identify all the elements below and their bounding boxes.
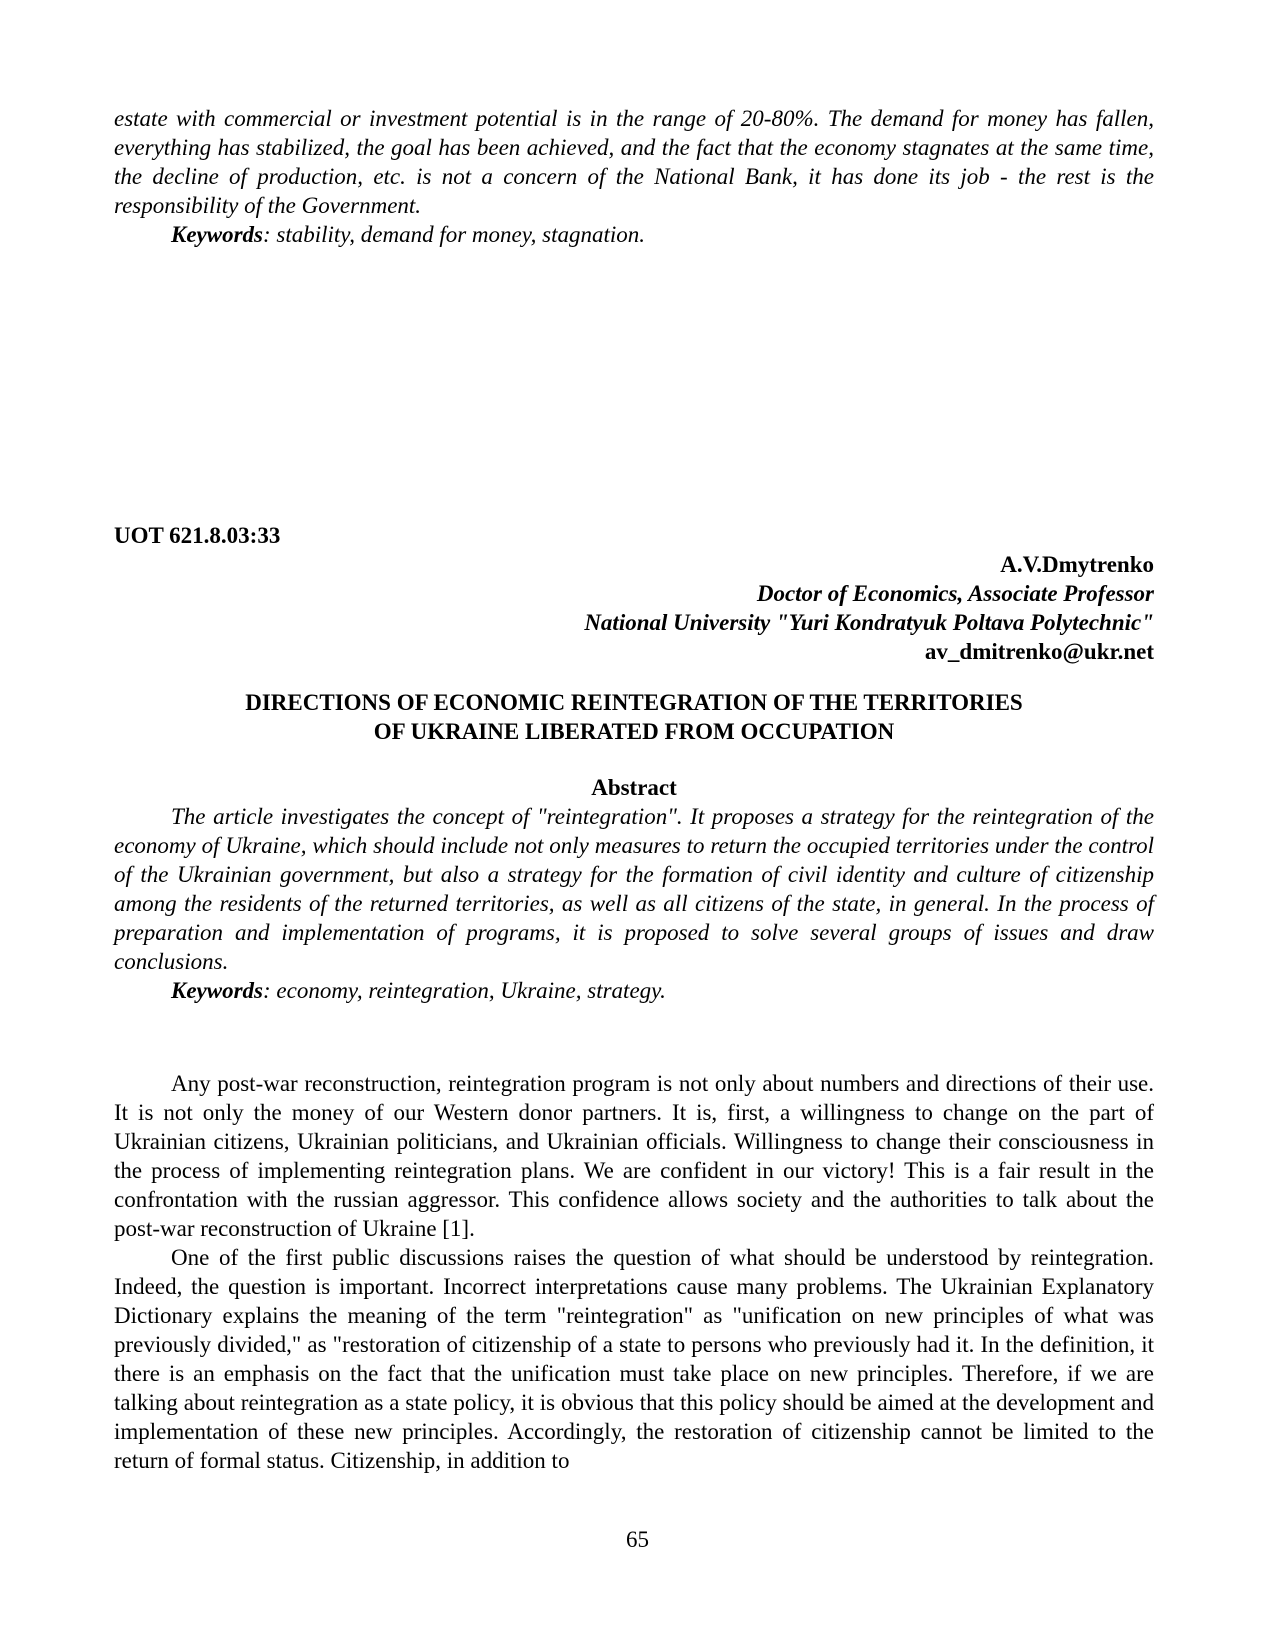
author-affiliation: National University "Yuri Kondratyuk Poltava Polytechnic"	[584, 610, 1154, 635]
section-gap	[114, 249, 1154, 521]
page-content	[114, 104, 1154, 1475]
body-gap	[114, 1005, 1154, 1069]
keywords-text: : economy, reintegration, Ukraine, strategy.	[263, 978, 666, 1003]
author-email: av_dmitrenko@ukr.net	[924, 639, 1154, 664]
author-block	[114, 550, 1154, 666]
udc-code: UOT 621.8.03:33	[114, 523, 281, 548]
article-keywords-line	[114, 976, 1154, 1005]
author-name: A.V.Dmytrenko	[1000, 552, 1154, 577]
abstract-paragraph: The article investigates the concept of "reintegration". It proposes a strategy for the reintegration of the economy of Ukraine, which should include not only measures to return the occupied territories under the control of the Ukrainian government, but also a strategy for the formation of civil identity and culture of citizenship among the residents of the returned territories, as well as all citizens of the state, in general. In the process of preparation and implementation of programs, it is proposed to solve several groups of issues and draw conclusions.	[114, 804, 1154, 974]
page-number: 65	[626, 1527, 649, 1552]
previous-article-tail-paragraph: estate with commercial or investment potential is in the range of 20-80%. The demand for money has fallen, everything has stabilized, the goal has been achieved, and the fact that the economy stagnates at the same time, the decline of production, etc. is not a concern of the National Bank, it has done its job - the rest is the responsibility of the Government.	[114, 106, 1154, 218]
keywords-label: Keywords	[171, 222, 263, 247]
abstract-gap	[114, 746, 1154, 773]
keywords-label: Keywords	[171, 978, 263, 1003]
author-position: Doctor of Economics, Associate Professor	[756, 581, 1154, 606]
body-paragraph-1: Any post-war reconstruction, reintegration program is not only about numbers and directions of their use. It is not only the money of our Western donor partners. It is, first, a willingness to change on the part of Ukrainian citizens, Ukrainian politicians, and Ukrainian officials. Willingness to change their consciousness in the process of implementing reintegration plans. We are confident in our victory! This is a fair result in the confrontation with the russian aggressor. This confidence allows society and the authorities to talk about the post-war reconstruction of Ukraine [1].	[114, 1071, 1154, 1241]
title-gap	[114, 666, 1154, 688]
article-title-line-2: OF UKRAINE LIBERATED FROM OCCUPATION	[373, 719, 895, 744]
previous-article-keywords-line	[114, 220, 1154, 249]
article-title-line-1: DIRECTIONS OF ECONOMIC REINTEGRATION OF THE TERRITORIES	[245, 690, 1023, 715]
abstract-heading: Abstract	[591, 775, 677, 800]
article-title	[114, 688, 1154, 746]
keywords-text: : stability, demand for money, stagnation.	[263, 222, 646, 247]
body-paragraph-2: One of the first public discussions raises the question of what should be understood by reintegration. Indeed, the question is important. Incorrect interpretations cause many problems. The Ukrainian Explanatory Dictionary explains the meaning of the term "reintegration" as "unification on new principles of what was previously divided," as "restoration of citizenship of a state to persons who previously had it. In the definition, it there is an emphasis on the fact that the unification must take place on new principles. Therefore, if we are talking about reintegration as a state policy, it is obvious that this policy should be aimed at the development and implementation of these new principles. Accordingly, the restoration of citizenship cannot be limited to the return of formal status. Citizenship, in addition to	[114, 1245, 1154, 1473]
